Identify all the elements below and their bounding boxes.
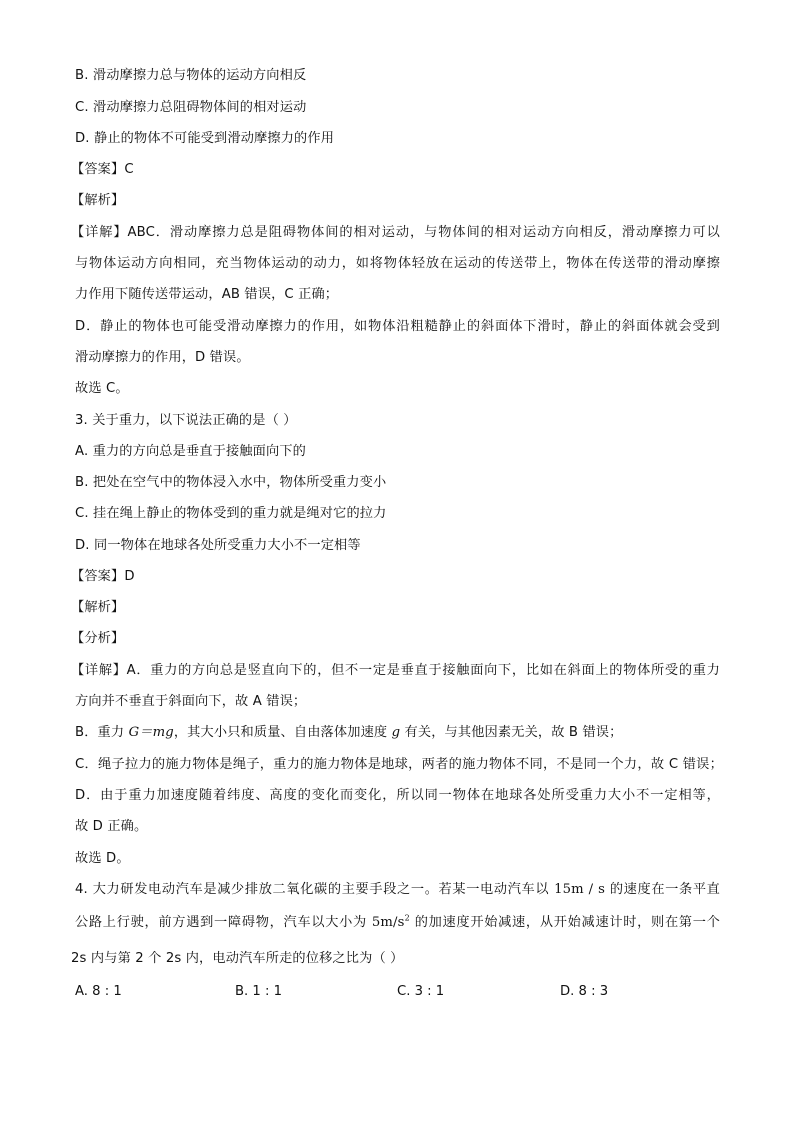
q2-detail-line-1: 【详解】ABC．滑动摩擦力总是阻碍物体间的相对运动，与物体间的相对运动方向相反，滑动摩擦力可以 <box>71 225 720 240</box>
gravity-formula: G＝mg <box>128 725 174 740</box>
q3-detail-3-mid: ，其大小只和质量、自由落体加速度 <box>173 725 392 740</box>
q3-conclusion: 故选 D。 <box>75 851 130 866</box>
q4-option-c: C. 3 : 1 <box>397 984 445 999</box>
deceleration: 5m/s <box>371 915 405 930</box>
q3-detail-line-1: 【详解】A．重力的方向总是竖直向下的，但不一定是垂直于接触面向下，比如在斜面上的物体所受的重力 <box>71 663 720 678</box>
q3-detail-line-3 <box>75 724 622 742</box>
q3-detail-line-4: C．绳子拉力的施力物体是绳子，重力的施力物体是地球，两者的施力物体不同，不是同一个力，故 C 错误； <box>75 757 723 772</box>
q2-conclusion: 故选 C。 <box>75 381 129 396</box>
q4-option-b: B. 1 : 1 <box>235 984 283 999</box>
q4-stem-line-1 <box>75 881 720 899</box>
q3-option-d: D. 同一物体在地球各处所受重力大小不一定相等 <box>75 538 361 553</box>
q3-option-b: B. 把处在空气中的物体浸入水中，物体所受重力变小 <box>75 475 387 490</box>
q4-option-a: A. 8 : 1 <box>75 984 122 999</box>
q3-detail-line-6: 故 D 正确。 <box>75 819 148 834</box>
gravity-accel-symbol: g <box>391 725 401 740</box>
q4-stem-2-pre: 公路上行驶，前方遇到一障碍物，汽车以大小为 <box>75 915 372 930</box>
q2-answer: 【答案】C <box>71 162 134 177</box>
q4-stem-line-2 <box>75 914 720 932</box>
q3-answer: 【答案】D <box>71 569 135 584</box>
q4-option-d: D. 8 : 3 <box>560 984 609 999</box>
q2-option-b: B. 滑动摩擦力总与物体的运动方向相反 <box>75 68 307 83</box>
q4-stem-line-3: 2s 内与第 2 个 2s 内，电动汽车所走的位移之比为（ ） <box>71 951 404 966</box>
q2-detail-line-2: 与物体运动方向相同，充当物体运动的动力，如将物体轻放在运动的传送带上，物体在传送带的滑动摩擦 <box>75 256 720 271</box>
q3-detail-3-post: 有关，与其他因素无关，故 B 错误； <box>400 725 623 740</box>
q2-option-d: D. 静止的物体不可能受到滑动摩擦力的作用 <box>75 131 335 146</box>
q3-analysis-label: 【解析】 <box>71 600 125 615</box>
q4-stem-1-pre: 4. 大力研发电动汽车是减少排放二氧化碳的主要手段之一。若某一电动汽车以 <box>75 882 555 897</box>
q2-analysis-label: 【解析】 <box>71 193 125 208</box>
q3-option-c: C. 挂在绳上静止的物体受到的重力就是绳对它的拉力 <box>75 506 387 521</box>
q2-detail-line-3: 力作用下随传送带运动，AB 错误，C 正确； <box>75 287 339 302</box>
q2-detail-line-5: 滑动摩擦力的作用，D 错误。 <box>75 350 250 365</box>
deceleration-exponent: 2 <box>404 913 410 923</box>
initial-speed: 15m / s <box>554 882 605 897</box>
q4-options <box>75 983 720 1001</box>
q3-detail-line-5: D．由于重力加速度随着纬度、高度的变化而变化，所以同一物体在地球各处所受重力大小不一定相等， <box>75 788 720 803</box>
q2-option-c: C. 滑动摩擦力总阻碍物体间的相对运动 <box>75 100 307 115</box>
q4-stem-2-post: 的加速度开始减速，从开始减速计时，则在第一个 <box>409 915 720 930</box>
q2-detail-line-4: D．静止的物体也可能受滑动摩擦力的作用，如物体沿粗糙静止的斜面体下滑时，静止的斜面体就会受到 <box>75 319 720 334</box>
q3-detail-3-pre: B．重力 <box>75 725 129 740</box>
q3-detail-line-2: 方向并不垂直于斜面向下，故 A 错误； <box>75 694 307 709</box>
q3-fenxi-label: 【分析】 <box>71 631 125 646</box>
q3-stem: 3. 关于重力，以下说法正确的是（ ） <box>75 413 297 428</box>
q4-stem-1-post: 的速度在一条平直 <box>604 882 720 897</box>
q3-option-a: A. 重力的方向总是垂直于接触面向下的 <box>75 444 307 459</box>
